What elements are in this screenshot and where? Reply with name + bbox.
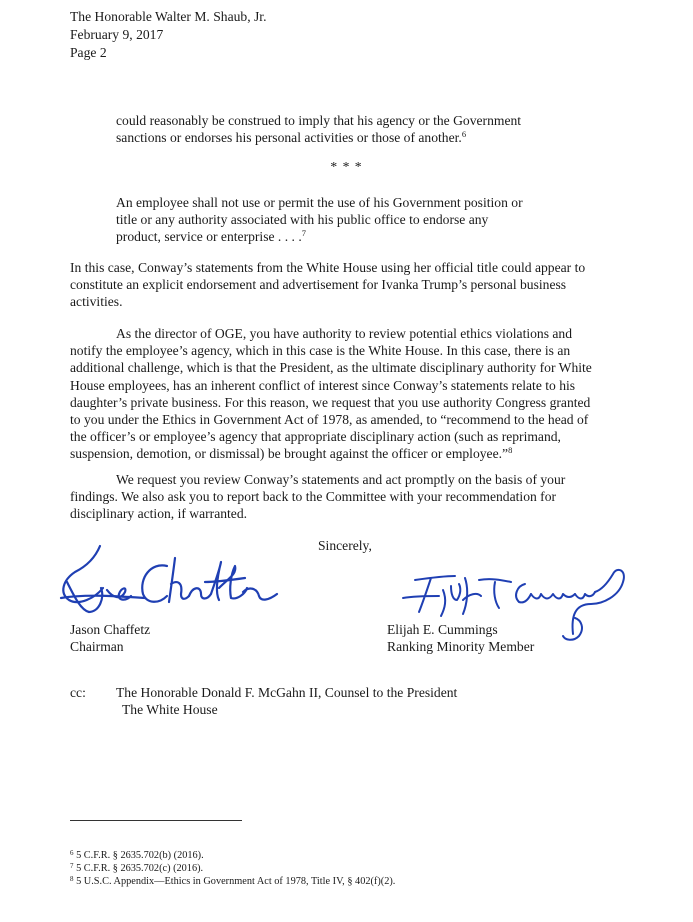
quote-line: sanctions or endorses his personal activities or those of another.$^6$ xyxy=(116,129,467,146)
paragraph-line: to you under the Ethics in Government Act of 1978, as amended, to “recommend to the head of xyxy=(70,412,589,428)
cc-recipient: The Honorable Donald F. McGahn II, Counsel to the President xyxy=(116,685,458,700)
footnote-divider xyxy=(70,820,242,821)
closing: Sincerely, xyxy=(318,538,372,553)
paragraph-line: As the director of OGE, you have authority to review potential ethics violations and xyxy=(116,326,573,341)
signature-chaffetz xyxy=(55,538,285,628)
paragraph-2 xyxy=(70,325,592,463)
paragraph-1 xyxy=(70,259,585,311)
header-addressee: The Honorable Walter M. Shaub, Jr. xyxy=(70,9,267,24)
paragraph-line: daughter’s private business. For this reason, we request that you use authority Congress granted xyxy=(70,394,591,410)
footnote-7: $^7$ 5 C.F.R. § 2635.702(c) (2016). xyxy=(70,862,204,874)
paragraph-line: suspension, demotion, or dismissal) be brought against the officer or employee.”$^8$ xyxy=(70,445,513,462)
signatory-left-name: Jason Chaffetz xyxy=(70,622,151,637)
quote-line: An employee shall not use or permit the use of his Government position or xyxy=(116,195,523,210)
cc-label: cc: xyxy=(70,685,86,700)
paragraph-line: the officer’s or employee’s agency that appropriate disciplinary action (such as reprimand, xyxy=(70,429,561,445)
signatory-right-name: Elijah E. Cummings xyxy=(387,622,498,637)
paragraph-line: House employees, has an inherent conflict of interest since Conway’s statements relate to his xyxy=(70,377,576,393)
signatory-right-title: Ranking Minority Member xyxy=(387,639,535,655)
header-page-number: Page 2 xyxy=(70,45,107,60)
block-quote-1 xyxy=(116,112,521,146)
cc-recipient-office: The White House xyxy=(122,702,218,717)
paragraph-line: additional challenge, which is that the President, as the ultimate disciplinary authority for White xyxy=(70,360,592,376)
paragraph-line: notify the employee’s agency, which in this case is the White House. In this case, there is an xyxy=(70,343,571,359)
paragraph-line: constitute an explicit endorsement and advertisement for Ivanka Trump’s personal business xyxy=(70,277,567,293)
footnote-ref: 8 xyxy=(508,445,513,456)
paragraph-line: findings. We also ask you to report back to the Committee with your recommendation for xyxy=(70,489,557,505)
quote-line: could reasonably be construed to imply that his agency or the Government xyxy=(116,113,522,128)
paragraph-line: disciplinary action, if warranted. xyxy=(70,506,248,522)
footnote-ref: 7 xyxy=(301,228,306,239)
block-quote-2 xyxy=(116,194,523,246)
footnote-6: $^6$ 5 C.F.R. § 2635.702(b) (2016). xyxy=(70,849,204,861)
signatory-right xyxy=(387,621,534,655)
paragraph-3 xyxy=(70,471,565,523)
paragraph-line: In this case, Conway’s statements from the White House using her official title could appear to xyxy=(70,260,586,275)
signatory-left-title: Chairman xyxy=(70,639,124,655)
quote-line: product, service or enterprise . . . .$^7$ xyxy=(116,228,306,245)
footnote-ref: 6 xyxy=(461,129,467,140)
header-date: February 9, 2017 xyxy=(70,27,164,42)
quote-line: title or any authority associated with his public office to endorse any xyxy=(116,212,489,228)
omission-stars: * * * xyxy=(330,159,363,174)
paragraph-line: activities. xyxy=(70,294,123,310)
paragraph-line: We request you review Conway’s statements and act promptly on the basis of your xyxy=(116,472,566,487)
signatory-left xyxy=(70,621,150,655)
footnote-8: $^8$ 5 U.S.C. Appendix—Ethics in Government Act of 1978, Title IV, § 402(f)(2). xyxy=(70,875,396,887)
